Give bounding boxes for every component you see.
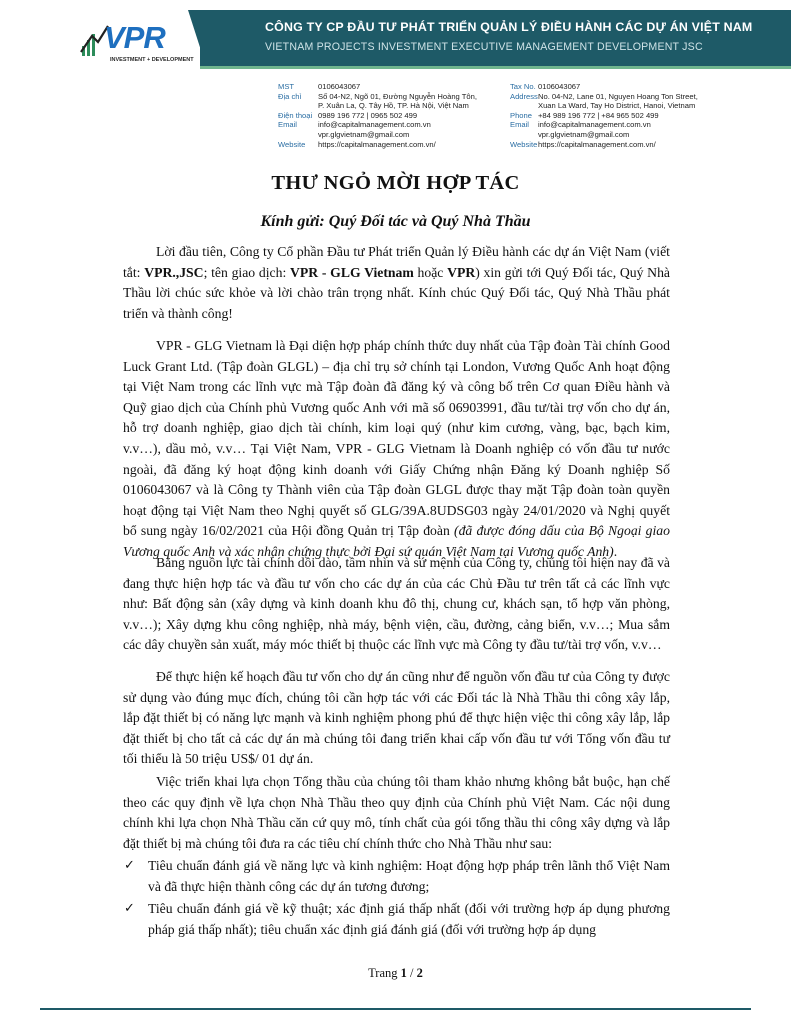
email-label: Email [278, 120, 297, 130]
email-value-2: vpr.glgvietnam@gmail.com [538, 129, 630, 139]
list-item: ✓ Tiêu chuẩn đánh giá về năng lực và kinh nghiệm: Hoạt động hợp pháp trên lãnh thổ Việt Nam và đã thực hiện thành công các dự án tương đương; [124, 858, 670, 894]
letter-greeting: Kính gửi: Quý Đối tác và Quý Nhà Thầu [260, 213, 531, 230]
contact-block-en [510, 82, 698, 149]
tax-value: 0106043067 [538, 82, 581, 91]
page-number: Trang 1 / 2 [368, 966, 423, 980]
mst-label: MST [278, 82, 295, 91]
address-line-2: P. Xuân La, Q. Tây Hồ, TP. Hà Nội, Việt Nam [318, 101, 469, 111]
address-line-1: No. 04-N2, Lane 01, Nguyen Hoang Ton Street, [538, 91, 698, 101]
address-label: Địa chỉ [278, 91, 302, 101]
phone-label: Điện thoại [278, 110, 313, 120]
website-link[interactable]: https://capitalmanagement.com.vn/ [318, 139, 436, 149]
email-value-2: vpr.glgvietnam@gmail.com [318, 129, 410, 139]
website-label: Website [510, 139, 538, 149]
footer-divider [40, 1008, 751, 1010]
paragraph-company-profile: VPR - GLG Vietnam là Đại diện hợp pháp chính thức duy nhất của Tập đoàn Tài chính Good Luck Grant Ltd. (Tập đoàn GLGL) – địa chỉ trụ sở chính tại London, Vương Quốc Anh hoạt động tại Việt Nam trong các lĩnh vực mà Tập đoàn đã đăng ký và công bố trên Cơ quan Điều hành và Quỹ giao dịch của Chính phủ Vương quốc Anh với mã số 06903991, đầu tư/tài trợ vốn cho dự án, hỗ trợ doanh nghiệp, giao dịch tài chính, kim loại quý (như kim cương, vàng, bạc, bạch kim, v.v…), dầu mỏ, v.v… Tại Việt Nam, VPR - GLG Vietnam là Doanh nghiệp có vốn đầu tư nước ngoài, đã đăng ký hoạt động kinh doanh với Giấy Chứng nhận Đăng ký Doanh nghiệp Số 0106043067 và là Công ty Thành viên của Tập đoàn GLGL được thay mặt Tập đoàn toàn quyền hoạt động tại Việt Nam theo Nghị quyết số GLG/39A.8UDSG03 ngày 24/01/2020 và Nghị quyết bổ sung ngày 16/02/2021 của Hội đồng Quản trị Tập đoàn (đã được đóng dấu của Bộ Ngoại giao Vương quốc Anh và xác nhận chứng thực bởi Đại sứ quán Việt Nam tại Vương quốc Anh). [123, 338, 670, 559]
address-line-1: Số 04-N2, Ngõ 01, Đường Nguyễn Hoàng Tôn, [318, 91, 477, 101]
phone-value: 0989 196 772 | 0965 502 499 [318, 110, 418, 120]
paragraph-contractor-selection: Việc triển khai lựa chọn Tổng thầu của chúng tôi tham khảo nhưng không bắt buộc, hạn chế theo các quy định về lựa chọn Nhà Thầu theo quy định của Chính phủ Việt Nam. Các nội dung chính khi lựa chọn Nhà Thầu căn cứ quy mô, tính chất của gói tổng thầu thi công xây dựng và lắp đặt thiết bị mà chúng tôi đưa ra các tiêu chí chính thức cho Nhà Thầu như sau: [123, 774, 670, 851]
website-link[interactable]: https://capitalmanagement.com.vn/ [538, 139, 656, 149]
mst-value: 0106043067 [318, 82, 361, 91]
banner-background [200, 10, 791, 66]
criteria-list [123, 856, 670, 942]
letter-title: THƯ NGỎ MỜI HỢP TÁC [271, 172, 520, 194]
company-name-vn: CÔNG TY CP ĐẦU TƯ PHÁT TRIỂN QUẢN LÝ ĐIỀU HÀNH CÁC DỰ ÁN VIỆT NAM [265, 20, 753, 34]
checkmark-icon: ✓ [124, 858, 135, 873]
phone-value: +84 989 196 772 | +84 965 502 499 [538, 110, 659, 120]
company-name-en: VIETNAM PROJECTS INVESTMENT EXECUTIVE MANAGEMENT DEVELOPMENT JSC [265, 41, 703, 53]
email-label: Email [510, 120, 529, 130]
logo-wordmark: VPR [104, 20, 165, 55]
paragraph-intro: Lời đầu tiên, Công ty Cổ phần Đầu tư Phát triển Quản lý Điều hành các dự án Việt Nam (viết tắt: VPR.,JSC; tên giao dịch: VPR - GLG Vietnam hoặc VPR) xin gửi tới Quý Đối tác, Quý Nhà Thầu lời chúc sức khỏe và lời chào trân trọng nhất. Kính chúc Quý Đối tác, Quý Nhà Thầu phát triển và thành công! [123, 244, 670, 321]
address-label: Address [510, 91, 538, 101]
website-label: Website [278, 139, 306, 149]
email-value-1: info@capitalmanagement.com.vn [538, 120, 651, 130]
company-logo [80, 20, 194, 68]
banner-stripe [200, 66, 791, 69]
list-item: ✓ Tiêu chuẩn đánh giá về kỹ thuật; xác định giá thấp nhất (đối với trường hợp áp dụng phương pháp giá thấp nhất); tiêu chuẩn xác định giá đánh giá (đối với trường hợp áp dụng [124, 901, 670, 937]
contact-block-vn [278, 82, 477, 149]
paragraph-investment-plan: Để thực hiện kế hoạch đầu tư vốn cho dự án cũng như để nguồn vốn đầu tư của Công ty được sử dụng vào đúng mục đích, chúng tôi cần hợp tác với các Đối tác là Nhà Thầu thi công xây lắp, lắp đặt thiết bị có năng lực mạnh và kinh nghiệm phong phú để thực hiện việc thi công xây lắp, lắp đặt thiết bị cho tất cả các dự án mà chúng tôi đang triển khai cấp vốn đầu tư với Tổng vốn đầu tư tối thiểu là 50 triệu US$/ 01 dự án. [123, 669, 670, 767]
email-value-1: info@capitalmanagement.com.vn [318, 120, 431, 130]
phone-label: Phone [510, 110, 532, 120]
logo-tagline: INVESTMENT + DEVELOPMENT [110, 57, 194, 63]
checkmark-icon: ✓ [124, 901, 135, 917]
tax-label: Tax No. [510, 82, 536, 91]
address-line-2: Xuan La Ward, Tay Ho District, Hanoi, Vietnam [538, 101, 696, 111]
paragraph-financial-resources: Bằng nguồn lực tài chính dồi dào, tầm nhìn và sứ mệnh của Công ty, chúng tôi hiện nay đã và đang thực hiện hợp tác và đầu tư vốn cho các dự án của các Chủ Đầu tư trên tất cả các lĩnh vực như: Bất động sản (xây dựng và kinh doanh khu đô thị, chung cư, khách sạn, tổ hợp văn phòng, v.v…); Xây dựng khu công nghiệp, nhà máy, bệnh viện, cầu, đường, cảng biển, v.v…; Mua sắm các dây chuyền sản xuất, máy móc thiết bị thuộc các lĩnh vực mà Công ty đầu tư/tài trợ vốn, v.v… [123, 555, 670, 653]
